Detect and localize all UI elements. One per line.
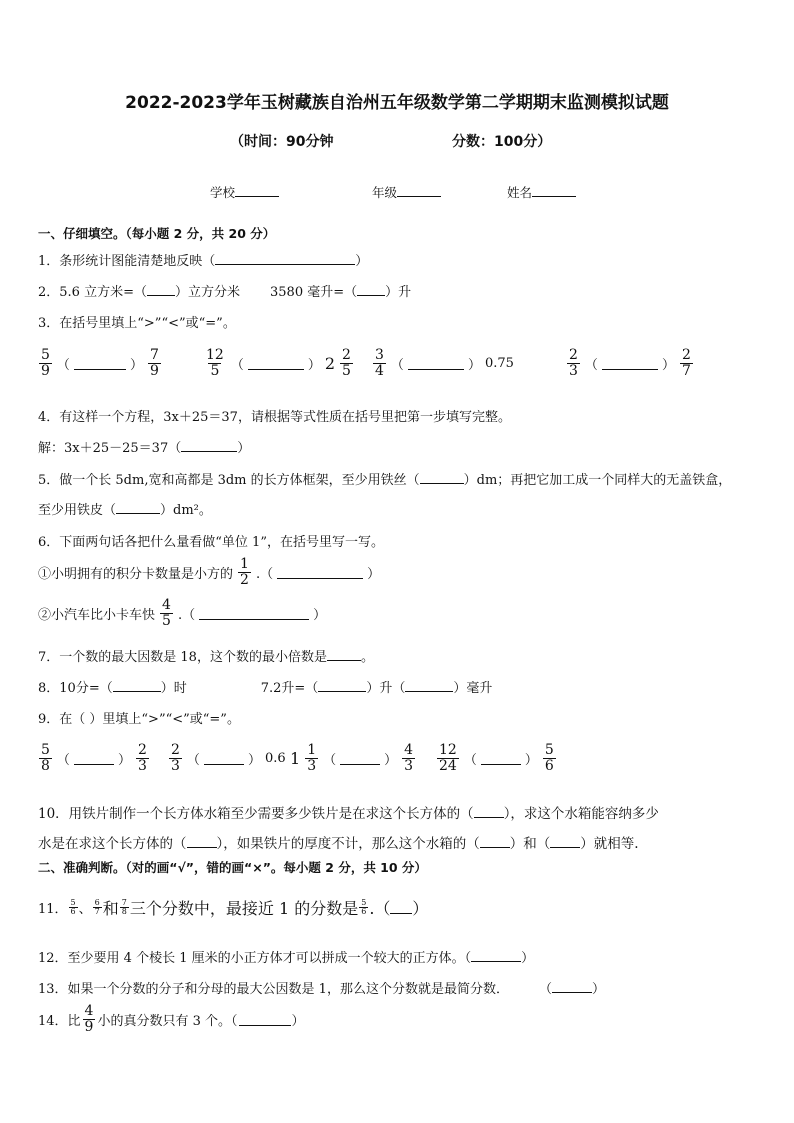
paren-open: （ (584, 357, 598, 373)
fraction-denominator: 9 (41, 362, 50, 379)
q8-blank-2[interactable] (318, 679, 366, 692)
paren-close: ） (521, 951, 535, 966)
q12-blank[interactable] (471, 949, 521, 962)
fraction-numerator: 5 (41, 347, 50, 363)
paren-close: ） (591, 982, 605, 997)
fraction-denominator: 8 (41, 757, 50, 774)
q2-part-b: ）立方分米 (174, 285, 240, 300)
fraction-numerator: 2 (681, 347, 691, 363)
q9-compare-1 (38, 743, 150, 773)
q10-text-b: ），求这个水箱能容纳多少 (503, 806, 659, 822)
question-2 (38, 281, 411, 300)
q6-sentence-2 (38, 598, 326, 628)
q4-blank[interactable] (181, 439, 237, 452)
fraction-numerator: 5 (544, 742, 554, 758)
fraction-denominator: 3 (569, 362, 578, 379)
q14-blank[interactable] (239, 1013, 291, 1026)
paren-close: ） (129, 357, 143, 373)
q4-text: 4．有这样一个方程，3x＋25＝37，请根据等式性质在括号里把第一步填写完整。 (38, 410, 511, 425)
q9-blank-2[interactable] (204, 752, 244, 765)
paren-close: ） (661, 357, 675, 373)
q6-blank-1[interactable] (277, 566, 363, 579)
q10-line-1 (38, 802, 659, 822)
fraction-numerator: 5 (361, 897, 367, 907)
q6-s2-end: .（ (177, 607, 196, 623)
fraction-numerator: 3 (375, 347, 384, 363)
q3-blank-4[interactable] (602, 357, 658, 370)
q8-blank-3[interactable] (405, 679, 453, 692)
fraction-denominator: 24 (439, 757, 457, 774)
fraction-denominator: 9 (84, 1018, 94, 1035)
fraction-numerator: 12 (439, 742, 457, 758)
exam-title: 2022-2023学年玉树藏族自治州五年级数学第二学期期末监测模拟试题 (125, 93, 669, 113)
q9-blank-1[interactable] (74, 752, 114, 765)
fraction-numerator: 7 (121, 897, 127, 907)
time-label: （时间：90分钟 (230, 134, 334, 150)
grade-label: 年级 (372, 185, 398, 200)
fraction-numerator: 1 (307, 742, 317, 758)
question-1 (38, 250, 368, 269)
q12-text: 12．至少要用 4 个棱长 1 厘米的小正方体才可以拼成一个较大的正方体。（ (38, 951, 472, 966)
q5-blank-1[interactable] (420, 471, 464, 484)
q11-separator: 、 (78, 902, 92, 917)
q1-close: ） (355, 254, 369, 269)
school-label: 学校 (210, 185, 236, 200)
fraction-numerator: 4 (404, 742, 414, 758)
fraction-denominator: 8 (121, 907, 127, 916)
fraction-numerator: 2 (569, 347, 578, 363)
fraction-denominator: 6 (70, 907, 76, 916)
grade-field[interactable] (372, 183, 441, 201)
q6-s2-text: ②小汽车比小卡车快 (38, 607, 156, 623)
paren-open: （ (56, 752, 70, 768)
q8-blank-1[interactable] (113, 679, 161, 692)
question-8 (38, 677, 492, 696)
fraction-denominator: 5 (162, 612, 171, 629)
q1-blank[interactable] (215, 252, 355, 265)
q3-blank-2[interactable] (248, 357, 304, 370)
q3-blank-1[interactable] (74, 357, 126, 370)
fraction-denominator: 9 (149, 362, 159, 379)
q2-blank-1[interactable] (147, 283, 175, 296)
paren-close: ） (247, 752, 261, 768)
q11-end: .（ (369, 899, 391, 918)
q11-number: 11． (38, 902, 68, 917)
paren-open: （ (463, 752, 477, 768)
q6-blank-2[interactable] (199, 607, 309, 620)
fraction-denominator: 5 (342, 362, 351, 379)
decimal-value: 0.75 (484, 355, 514, 371)
q9-compare-4 (436, 743, 557, 773)
q5-text-a: 5．做一个长 5dm,宽和高都是 3dm 的长方体框架，至少用铁丝（ (38, 473, 420, 488)
fraction-numerator: 2 (171, 742, 180, 758)
name-blank[interactable] (532, 184, 576, 197)
fraction-numerator: 12 (206, 347, 224, 363)
question-7 (38, 646, 374, 665)
q3-compare-2 (203, 348, 354, 378)
fraction-denominator: 3 (137, 757, 147, 774)
fraction-denominator: 2 (240, 571, 249, 588)
q9-compare-2 (168, 743, 286, 773)
fraction-numerator: 5 (41, 742, 50, 758)
question-14 (38, 1004, 305, 1034)
q8-text-d: ）升（ (366, 681, 406, 696)
fraction-denominator: 7 (681, 362, 691, 379)
decimal-value: 0.6 (264, 750, 286, 766)
fraction-denominator: 6 (361, 907, 367, 916)
fraction-denominator: 6 (544, 757, 554, 774)
paren-open: （ (390, 357, 404, 373)
q3-blank-3[interactable] (408, 357, 464, 370)
q10-text-d: ），如果铁片的厚度不计，那么这个水箱的（ (216, 836, 480, 852)
q7-text: 7．一个数的最大因数是 18，这个数的最小倍数是 (38, 650, 327, 665)
fraction-denominator: 3 (171, 757, 180, 774)
q10-text-c: 水是在求这个长方体的（ (38, 836, 187, 852)
paren-close: ） (467, 357, 481, 373)
q3-compare-3 (372, 348, 514, 378)
q13-blank[interactable] (552, 980, 592, 993)
school-blank[interactable] (235, 184, 279, 197)
fraction-denominator: 4 (375, 362, 384, 379)
mixed-whole: 2 (324, 353, 336, 373)
fraction-numerator: 4 (162, 597, 171, 613)
q10-text-a: 10．用铁片制作一个长方体水箱至少需要多少铁片是在求这个长方体的（ (38, 806, 474, 822)
school-field[interactable] (210, 183, 279, 201)
q9-blank-4[interactable] (481, 752, 521, 765)
paren-open: （ (56, 357, 70, 373)
q10-blank-3[interactable] (480, 835, 510, 848)
section1-heading: 一、仔细填空。（每小题 2 分，共 20 分） (38, 226, 276, 241)
fraction-numerator: 2 (342, 347, 351, 363)
q5-text-b: ）dm；再把它加工成一个同样大的无盖铁盒， (463, 473, 732, 488)
q8-text-a: 8．10分=（ (38, 681, 113, 696)
paren-close: ） (117, 752, 131, 768)
q10-blank-4[interactable] (550, 835, 580, 848)
q4-solution (38, 437, 250, 456)
mixed-whole: 1 (290, 748, 301, 768)
q6-text: 6．下面两句话各把什么量看做“单位 1”，在括号里写一写。 (38, 535, 384, 550)
q5-line-1 (38, 469, 731, 488)
q9-compare-3 (290, 743, 416, 773)
q2-blank-2[interactable] (357, 283, 385, 296)
paren-close: ） (313, 607, 327, 623)
q6-s1-end: .（ (255, 566, 274, 582)
fraction-numerator: 6 (94, 897, 100, 907)
grade-blank[interactable] (397, 184, 441, 197)
q8-text-e: ）毫升 (453, 681, 493, 696)
q5-text-c: 至少用铁皮（ (38, 503, 117, 518)
fraction-numerator: 2 (137, 742, 147, 758)
fraction-denominator: 5 (210, 362, 220, 379)
q14-text-b: 小的真分数只有 3 个。（ (97, 1013, 238, 1029)
q10-blank-1[interactable] (474, 805, 504, 818)
paren-close: ） (524, 752, 538, 768)
q4-solution-text: 解：3x＋25－25＝37（ (38, 441, 182, 456)
q9-text: 9．在（ ）里填上“>”“<”或“=”。 (38, 712, 240, 727)
question-13 (38, 978, 605, 997)
paren-close: ） (291, 1013, 305, 1029)
paren-open: （ (538, 982, 552, 997)
q3-text: 3．在括号里填上“>”“<”或“=”。 (38, 316, 236, 331)
score-label: 分数：100分） (452, 134, 552, 150)
name-label: 姓名 (507, 185, 533, 200)
fraction-denominator: 3 (404, 757, 414, 774)
fraction-denominator: 3 (307, 757, 317, 774)
q10-blank-2[interactable] (187, 835, 217, 848)
paren-close: ） (412, 899, 429, 918)
q5-blank-2[interactable] (116, 501, 160, 514)
q7-blank[interactable] (327, 648, 361, 661)
question-11 (38, 896, 428, 919)
q5-line-2 (38, 499, 212, 518)
q10-text-e: ）和（ (509, 836, 551, 852)
q10-text-f: ）就相等. (580, 836, 639, 852)
name-field[interactable] (507, 183, 576, 201)
paren-close: ） (367, 566, 381, 582)
q11-and: 和 (102, 899, 119, 918)
q8-text-c: 7.2升=（ (260, 681, 319, 696)
q2-part-a: 2．5.6 立方米=（ (38, 285, 147, 300)
paren-close: ） (237, 441, 251, 456)
paren-open: （ (323, 752, 337, 768)
q1-text: 1．条形统计图能清楚地反映（ (38, 254, 216, 269)
q11-text: 三个分数中，最接近 1 的分数是 (129, 899, 359, 918)
paren-close: ） (384, 752, 398, 768)
fraction-numerator: 1 (240, 556, 249, 572)
q11-blank[interactable] (390, 901, 412, 914)
fraction-denominator: 7 (94, 907, 100, 916)
q9-blank-3[interactable] (340, 752, 380, 765)
q6-s1-text: ①小明拥有的积分卡数量是小方的 (38, 566, 234, 582)
question-12 (38, 947, 534, 966)
q8-text-b: ）时 (160, 681, 187, 696)
q6-sentence-1 (38, 557, 380, 587)
paren-open: （ (186, 752, 200, 768)
q13-text: 13．如果一个分数的分子和分母的最大公因数是 1，那么这个分数就是最简分数． (38, 982, 509, 997)
q3-compare-4 (566, 348, 694, 378)
section2-heading: 二、准确判断。（对的画“√”，错的画“×”。每小题 2 分，共 10 分） (38, 860, 427, 875)
q7-end: 。 (360, 650, 374, 665)
fraction-numerator: 5 (70, 897, 76, 907)
q5-text-d: ）dm²。 (160, 503, 212, 518)
paren-open: （ (230, 357, 244, 373)
q10-line-2 (38, 832, 639, 852)
fraction-numerator: 4 (84, 1003, 94, 1019)
q2-part-c: 3580 毫升=（ (270, 285, 358, 300)
fraction-numerator: 7 (149, 347, 159, 363)
q3-compare-1 (38, 348, 162, 378)
paren-close: ） (307, 357, 321, 373)
q2-part-d: ）升 (385, 285, 412, 300)
q14-text-a: 14．比 (38, 1013, 81, 1029)
